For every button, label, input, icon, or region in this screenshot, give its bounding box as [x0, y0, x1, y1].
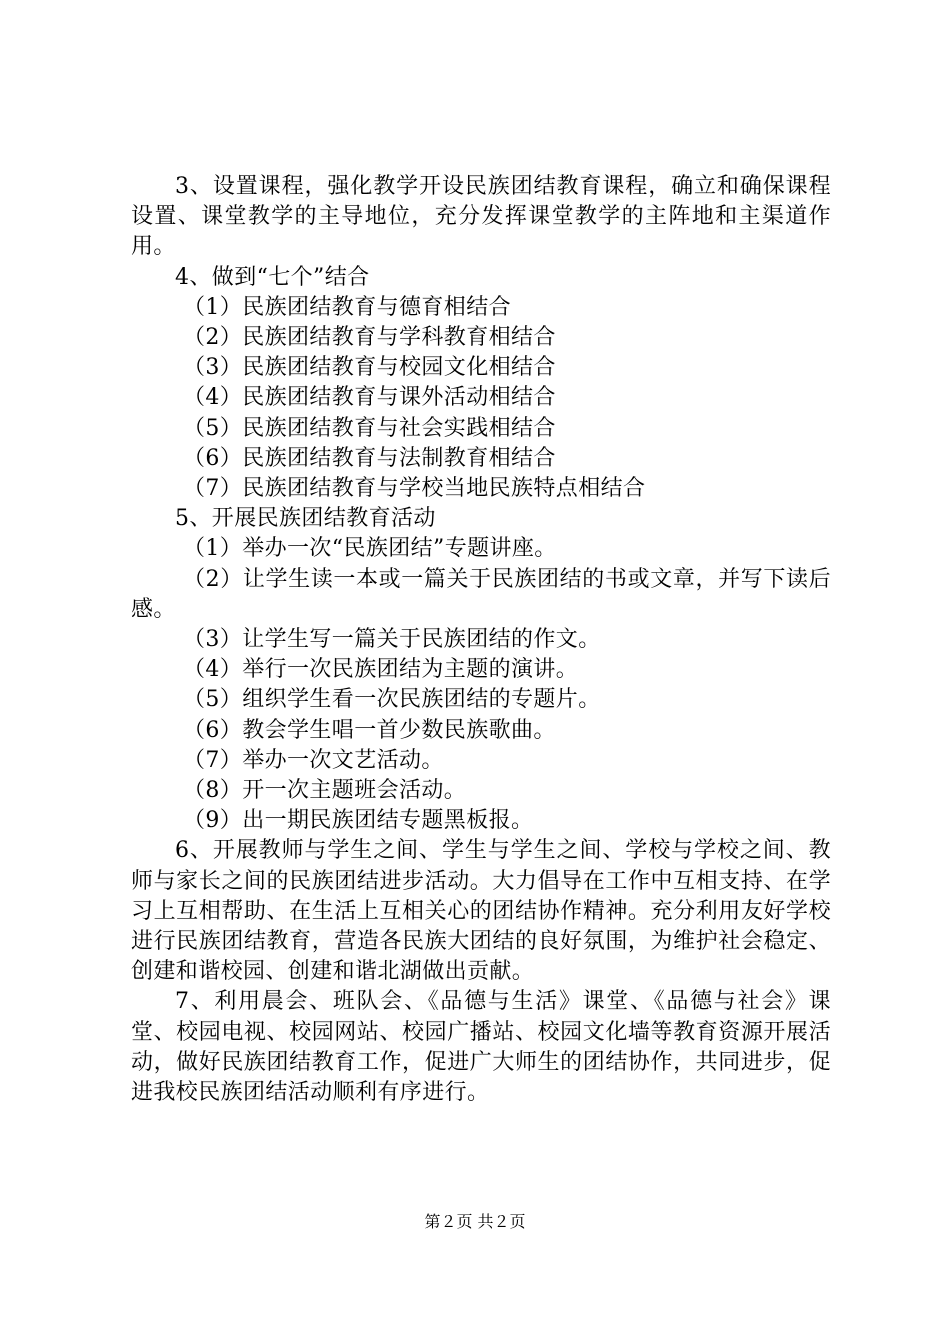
section-6-paragraph: 6、开展教师与学生之间、学生与学生之间、学校与学校之间、教师与家长之间的民族团结进步活动。大力倡导在工作中互相支持、在学习上互相帮助、在生活上互相关心的团结协作精神。充分利用友好学校进行民族团结教育，营造各民族大团结的良好氛围，为维护社会稳定、创建和谐校园、创建和谐北湖做出贡献。	[131, 838, 831, 985]
section-4-item: （7）民族团结教育与学校当地民族特点相结合	[183, 476, 646, 502]
section-4-item: （6）民族团结教育与法制教育相结合	[183, 445, 556, 471]
section-5-item: （1）举办一次“民族团结”专题讲座。	[183, 536, 557, 562]
section-5-item: （8）开一次主题班会活动。	[183, 778, 467, 804]
section-5-item: （9）出一期民族团结专题黑板报。	[183, 808, 534, 834]
section-4-item: （5）民族团结教育与社会实践相结合	[183, 415, 556, 441]
section-4-item: （1）民族团结教育与德育相结合	[183, 294, 511, 320]
section-5-item: （6）教会学生唱一首少数民族歌曲。	[183, 717, 556, 743]
section-5-item: （7）举办一次文艺活动。	[183, 747, 444, 773]
page-number-label: 第２页 共２页	[424, 1212, 526, 1231]
section-5-item: （3）让学生写一篇关于民族团结的作文。	[183, 627, 601, 653]
section-5-item: （2）让学生读一本或一篇关于民族团结的书或文章，并写下读后感。	[131, 566, 831, 622]
page-footer	[0, 1212, 950, 1232]
section-4-item: （3）民族团结教育与校园文化相结合	[183, 355, 556, 381]
section-4-item: （2）民族团结教育与学科教育相结合	[183, 325, 556, 351]
section-5-item: （4）举行一次民族团结为主题的演讲。	[183, 657, 579, 683]
document-body	[131, 172, 831, 1108]
section-5-heading: 5、开展民族团结教育活动	[175, 506, 436, 532]
section-4-heading: 4、做到“七个”结合	[175, 264, 370, 290]
section-5-item: （5）组织学生看一次民族团结的专题片。	[183, 687, 601, 713]
section-4-item: （4）民族团结教育与课外活动相结合	[183, 385, 556, 411]
section-3-paragraph: 3、设置课程，强化教学开设民族团结教育课程，确立和确保课程设置、课堂教学的主导地位，充分发挥课堂教学的主阵地和主渠道作用。	[131, 174, 831, 260]
section-7-paragraph: 7、利用晨会、班队会、《品德与生活》课堂、《品德与社会》课堂、校园电视、校园网站、校园广播站、校园文化墙等教育资源开展活动，做好民族团结教育工作，促进广大师生的团结协作，共同进步，促进我校民族团结活动顺利有序进行。	[131, 989, 831, 1106]
